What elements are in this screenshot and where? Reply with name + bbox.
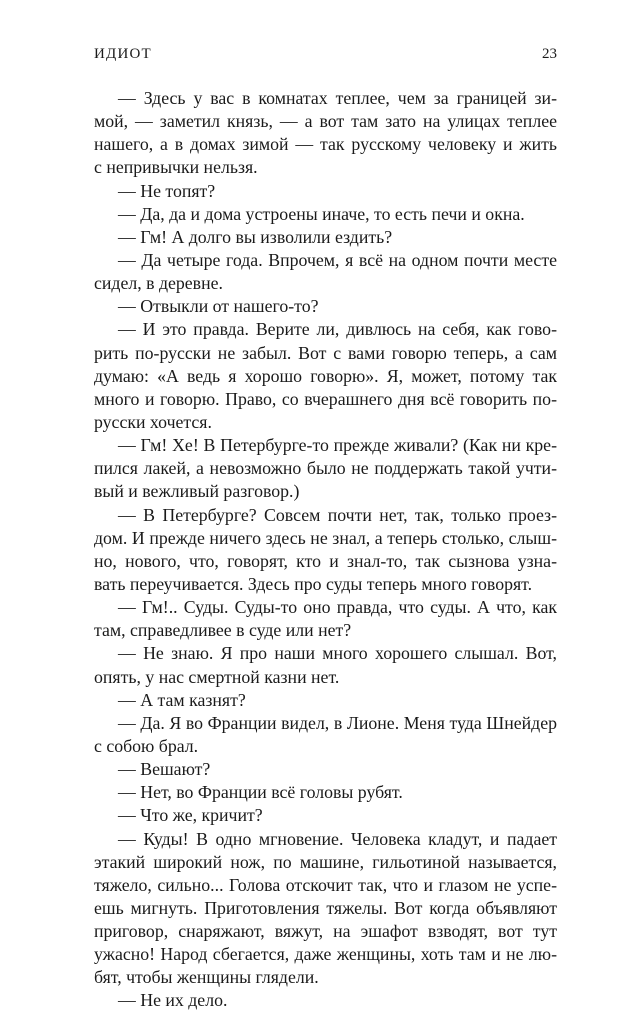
text-line: — Куды! В одно мгновение. Человека кладут, и падает [118,828,557,849]
text-line: — Отвыкли от нашего-то? [118,296,319,317]
text-line: ешь мигнуть. Приготовления тяжелы. Вот когда объявляют [94,897,557,918]
text-line: русски хочется. [94,411,212,432]
text-line: — Гм! Хе! В Петербурге-то прежде живали? (Как ни кре- [118,435,557,456]
text-line: с непривычки нельзя. [94,157,258,178]
text-line: думаю: «А ведь я хорошо говорю». Я, может, потому так [94,365,557,386]
text-line: — И это правда. Верите ли, дивлюсь на себя, как гово- [118,319,557,340]
text-line: этакий широкий нож, по машине, гильотиной называется, [94,851,557,872]
text-line: — Здесь у вас в комнатах теплее, чем за границей зи- [118,88,557,108]
text-line: — Да, да и дома устроены иначе, то есть печи и окна. [118,203,525,224]
text-line: много и говорю. Право, со вчерашнего дня всё говорить по- [94,388,557,409]
text-line: дом. И прежде ничего здесь не знал, а теперь столько, слыш- [94,527,557,548]
text-line: но, нового, что, говорят, кто и знал-то, так сызнова узна- [94,550,557,571]
text-line: тяжело, сильно... Голова отскочит так, что и глазом не успе- [94,874,557,895]
text-line: — В Петербурге? Совсем почти нет, так, только проез- [118,504,557,525]
text-line: опять, у нас смертной казни нет. [94,666,340,687]
text-line: — Гм!.. Суды. Суды-то оно правда, что суды. А что, как [118,597,557,618]
text-line: — Да четыре года. Впрочем, я всё на одном почти месте [118,249,557,270]
text-line: сидел, в деревне. [94,273,223,294]
text-line: — Что же, кричит? [118,805,263,826]
text-line: — А там казнят? [118,689,246,710]
text-line: вать переучивается. Здесь про суды теперь много говорят. [94,573,533,594]
text-line: — Гм! А долго вы изволили ездить? [118,226,393,247]
text-line: рить по-русски не забыл. Вот с вами говорю теперь, а сам [94,342,557,363]
text-line: там, справедливее в суде или нет? [94,620,352,641]
text-line: мой, — заметил князь, — а вот там зато на улицах теплее [94,111,557,132]
text-line: — Вешают? [118,759,211,780]
text-line: нашего, а в домах зимой — так русскому человеку и жить [94,134,557,155]
text-line: бят, чтобы женщины глядели. [94,967,319,988]
page-header [94,46,557,70]
text-line: с собою брал. [94,735,199,756]
text-line: — Не их дело. [118,990,228,1011]
text-line: — Да. Я во Франции видел, в Лионе. Меня туда Шнейдер [118,712,557,733]
text-line: — Не топят? [118,180,216,201]
page-number: 23 [542,46,557,62]
text-line: — Не знаю. Я про наши много хорошего слышал. Вот, [118,643,557,664]
text-line: пился лакей, а невозможно было не поддержать такой учти- [94,458,557,479]
text-line: ужасно! Народ сбегается, даже женщины, хоть там и не лю- [94,944,557,965]
text-line: вый и вежливый разговор.) [94,481,300,502]
text-line: — Нет, во Франции всё головы рубят. [118,782,403,803]
text-line: приговор, снаряжают, вяжут, на эшафот взводят, вот тут [94,921,557,942]
running-title: ИДИОТ [94,46,152,62]
body-text [94,87,557,1013]
